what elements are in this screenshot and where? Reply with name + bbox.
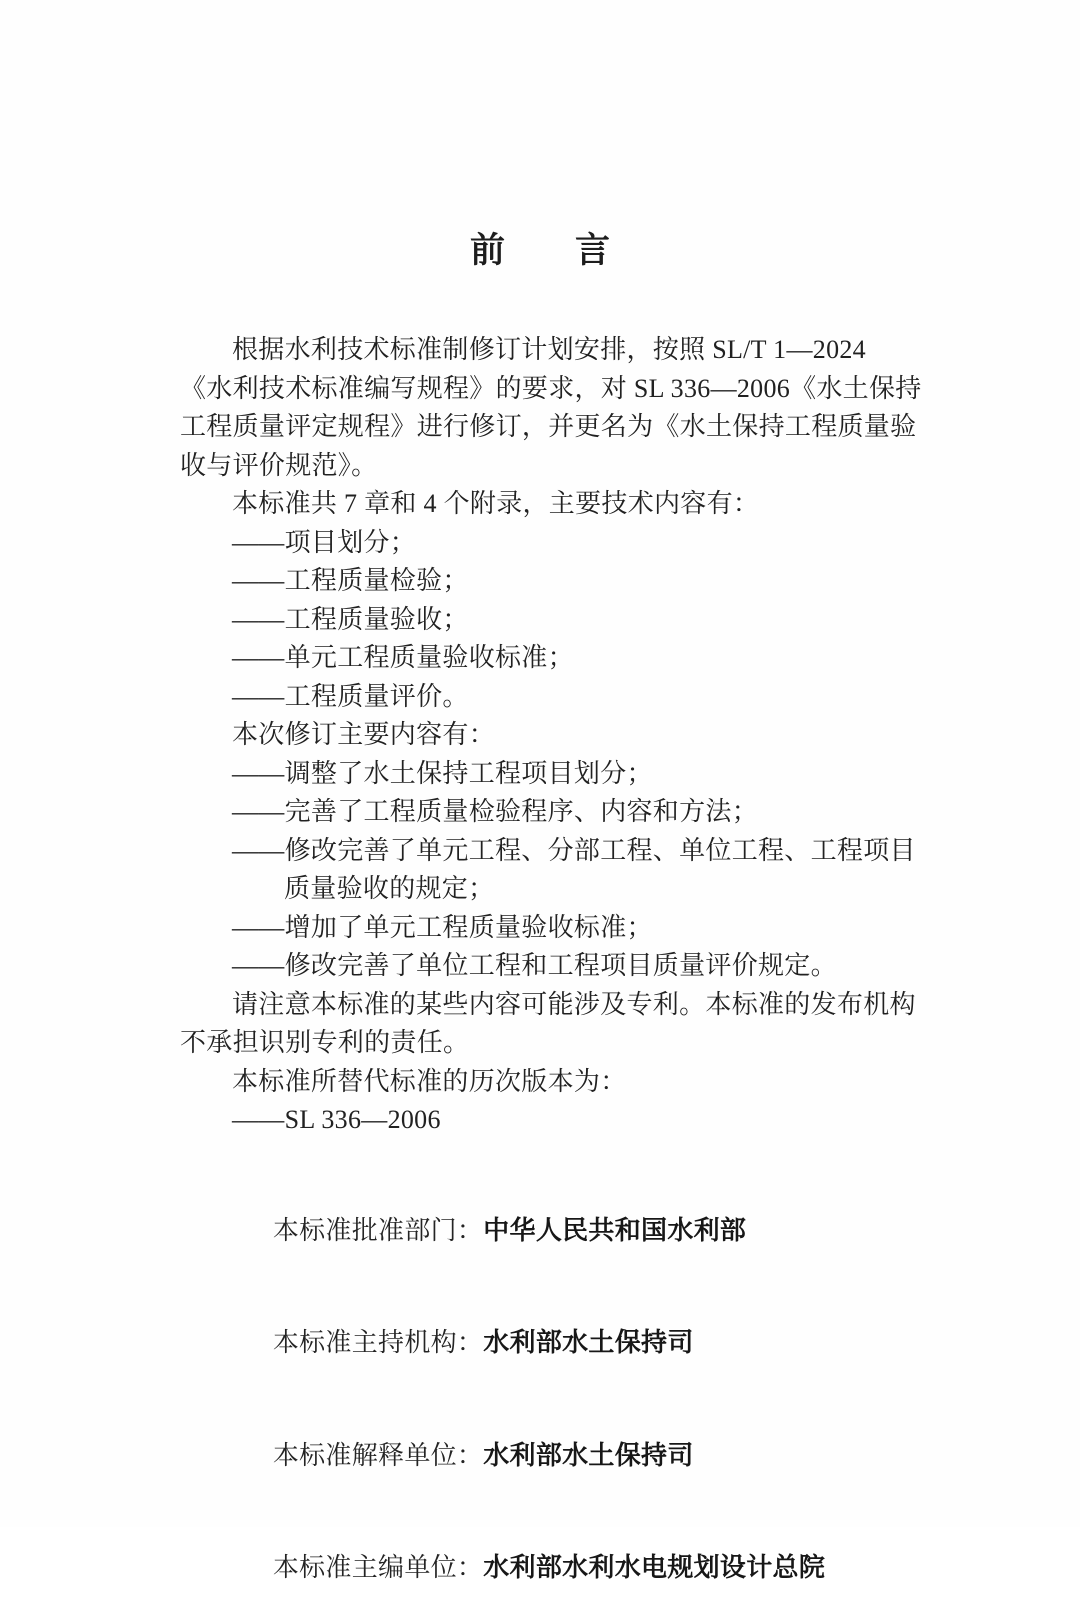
list-item: ——修改完善了单元工程、分部工程、单位工程、工程项目 (180, 832, 912, 871)
list-item: ——增加了单元工程质量验收标准； (180, 909, 912, 948)
list-item: ——工程质量检验； (180, 562, 912, 601)
list-item: ——调整了水土保持工程项目划分； (180, 755, 912, 794)
list-item: ——SL 336—2006 (180, 1101, 912, 1140)
list-item: ——完善了工程质量检验程序、内容和方法； (180, 793, 912, 832)
approval-department-value: 中华人民共和国水利部 (483, 1215, 746, 1245)
interpretation-unit-value: 水利部水土保持司 (483, 1440, 693, 1470)
paragraph-line: 本次修订主要内容有： (180, 716, 912, 755)
list-item: ——项目划分； (180, 524, 912, 563)
page-title: 前 言 (0, 228, 1080, 274)
host-organization-line (180, 1287, 912, 1400)
list-item: ——单元工程质量验收标准； (180, 639, 912, 678)
host-organization-label: 本标准主持机构： (273, 1328, 483, 1357)
list-item: ——工程质量验收； (180, 601, 912, 640)
interpretation-unit-line (180, 1399, 912, 1512)
paragraph-line: 工程质量评定规程》进行修订，并更名为《水土保持工程质量验 (180, 408, 912, 447)
standard-info-block (180, 1174, 912, 1624)
paragraph-line: 收与评价规范》。 (180, 447, 912, 486)
host-organization-value: 水利部水土保持司 (483, 1327, 693, 1357)
paragraph-line: 不承担识别专利的责任。 (180, 1024, 912, 1063)
approval-department-label: 本标准批准部门： (273, 1216, 483, 1245)
paragraph-line: 《水利技术标准编写规程》的要求，对 SL 336—2006《水土保持 (180, 370, 912, 409)
chief-editing-unit-label: 本标准主编单位： (273, 1553, 483, 1582)
list-item: ——修改完善了单位工程和工程项目质量评价规定。 (180, 947, 912, 986)
approval-department-line (180, 1174, 912, 1287)
list-item: ——工程质量评价。 (180, 678, 912, 717)
foreword-body (180, 331, 912, 1140)
list-item-continuation: 质量验收的规定； (180, 870, 912, 909)
paragraph-line: 本标准所替代标准的历次版本为： (180, 1063, 912, 1102)
paragraph-line: 本标准共 7 章和 4 个附录，主要技术内容有： (180, 485, 912, 524)
interpretation-unit-label: 本标准解释单位： (273, 1441, 483, 1470)
paragraph-line: 根据水利技术标准制修订计划安排，按照 SL/T 1—2024 (180, 331, 912, 370)
paragraph-line: 请注意本标准的某些内容可能涉及专利。本标准的发布机构 (180, 986, 912, 1025)
chief-editing-unit-line (180, 1512, 912, 1624)
chief-editing-unit-value: 水利部水利水电规划设计总院 (483, 1552, 825, 1582)
